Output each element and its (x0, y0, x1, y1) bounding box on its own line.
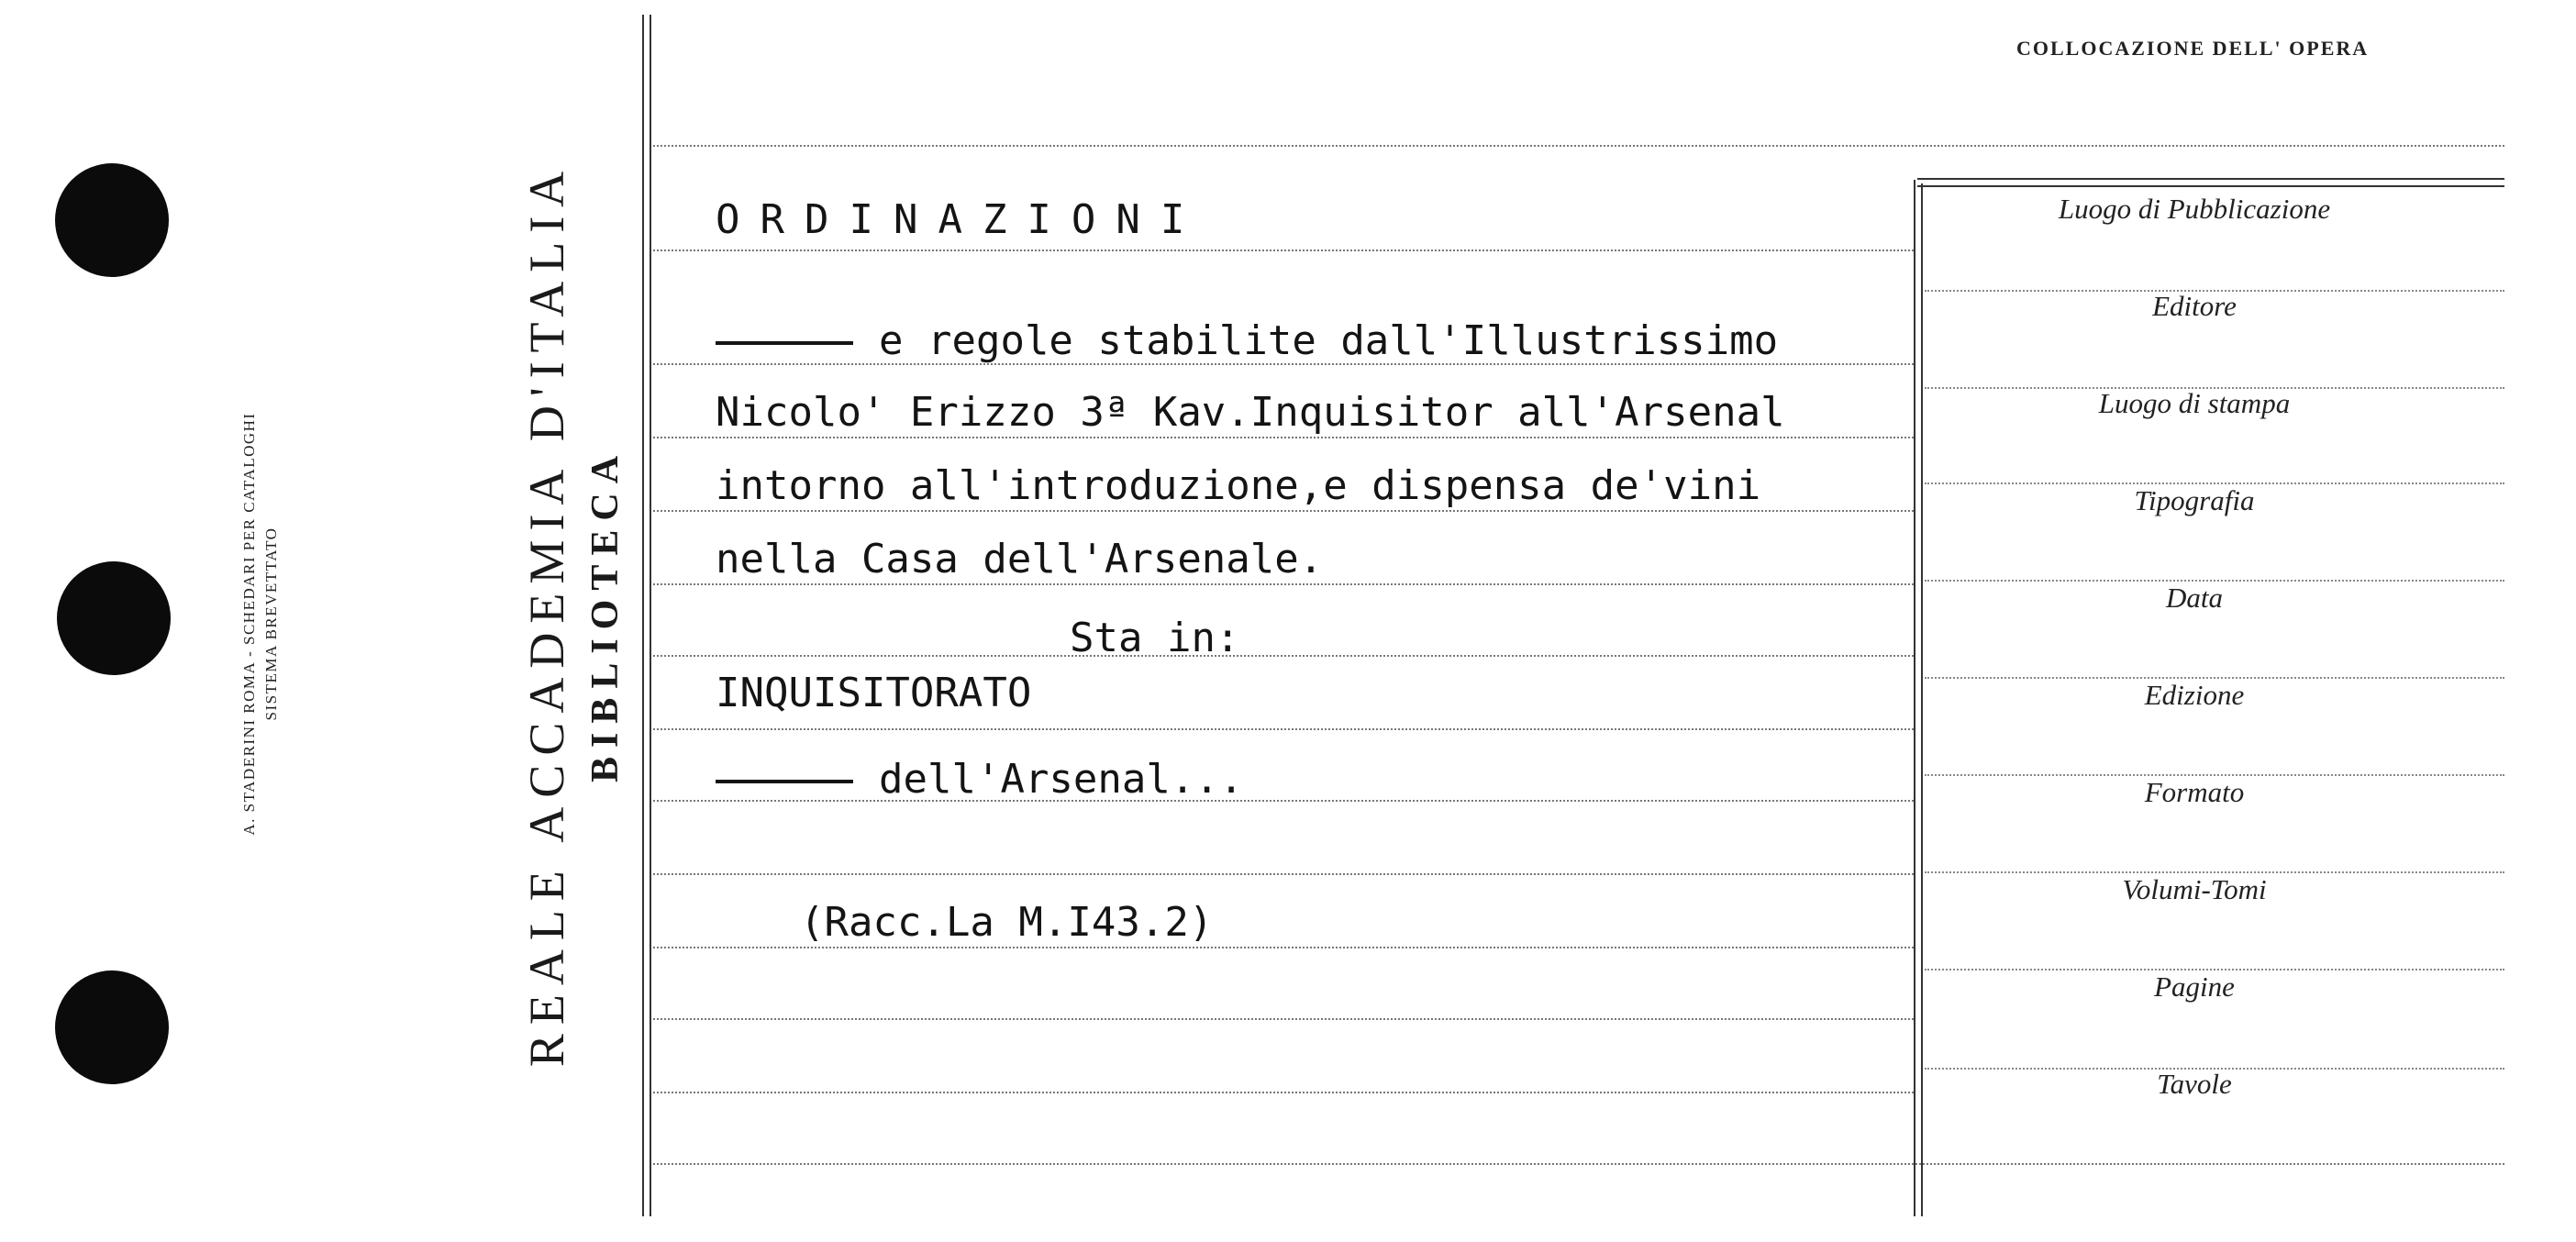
field-volumi-tomi: Volumi-Tomi (2122, 873, 2267, 905)
rule-line (653, 250, 1914, 251)
sta-in-label: Sta in: (1070, 615, 1240, 661)
left-border-inner (650, 15, 651, 1216)
entry-line-1 (716, 317, 1778, 364)
rule-line (653, 145, 2504, 147)
binder-hole-bottom (55, 970, 169, 1084)
field-pagine: Pagine (2154, 970, 2235, 1003)
rule-line (653, 1092, 1914, 1093)
field-formato: Formato (2144, 776, 2245, 808)
rule-line (653, 510, 1914, 512)
entry-line-1-text: e regole stabilite dall'Illustrissimo (879, 317, 1779, 364)
printer-credit-line1: A. STADERINI ROMA - SCHEDARI PER CATALOGHI (240, 412, 258, 836)
field-editore: Editore (2152, 290, 2237, 322)
entry-line-4: nella Casa dell'Arsenale. (716, 536, 1324, 582)
series-subtitle-text: dell'Arsenal... (879, 756, 1244, 803)
field-data: Data (2166, 582, 2223, 614)
printer-credit-line2: SISTEMA BREVETTATO (262, 527, 280, 721)
right-panel-top-rule-inner (1917, 185, 2504, 187)
binder-hole-middle (57, 561, 171, 675)
field-tipografia: Tipografia (2134, 484, 2255, 516)
entry-line-2: Nicolo' Erizzo 3ª Kav.Inquisitor all'Arsenal (716, 389, 1785, 436)
library-name: BIBLIOTECA (584, 446, 627, 783)
title-dash (716, 341, 853, 345)
rule-line (653, 1163, 2504, 1165)
rule-line (653, 437, 1914, 438)
series-title: INQUISITORATO (716, 670, 1032, 716)
field-luogo-pubblicazione: Luogo di Pubblicazione (2058, 193, 2331, 225)
rule-line (653, 947, 1914, 948)
rule-line (653, 655, 1914, 657)
shelf-location-header: COLLOCAZIONE DELL' OPERA (2016, 37, 2370, 60)
printer-credit (239, 412, 283, 835)
entry-line-3: intorno all'introduzione,e dispensa de'vini (716, 462, 1761, 509)
rule-line (653, 728, 1914, 730)
rule-line (653, 873, 1914, 875)
rule-line (653, 1018, 1914, 1020)
left-border (642, 15, 644, 1216)
binder-hole-top (55, 163, 169, 277)
field-tavole: Tavole (2157, 1068, 2232, 1100)
right-panel-border (1914, 180, 1915, 1216)
entry-title: ORDINAZIONI (716, 196, 1205, 243)
shelfmark: (Racc.La M.I43.2) (800, 899, 1214, 946)
series-dash (716, 780, 853, 783)
institution-name: REALE ACCADEMIA D'ITALIA (519, 161, 574, 1068)
field-luogo-stampa: Luogo di stampa (2098, 387, 2291, 419)
series-subtitle (716, 756, 1243, 803)
right-panel-top-rule (1917, 178, 2504, 180)
field-edizione: Edizione (2144, 679, 2245, 711)
rule-line (653, 583, 1914, 585)
